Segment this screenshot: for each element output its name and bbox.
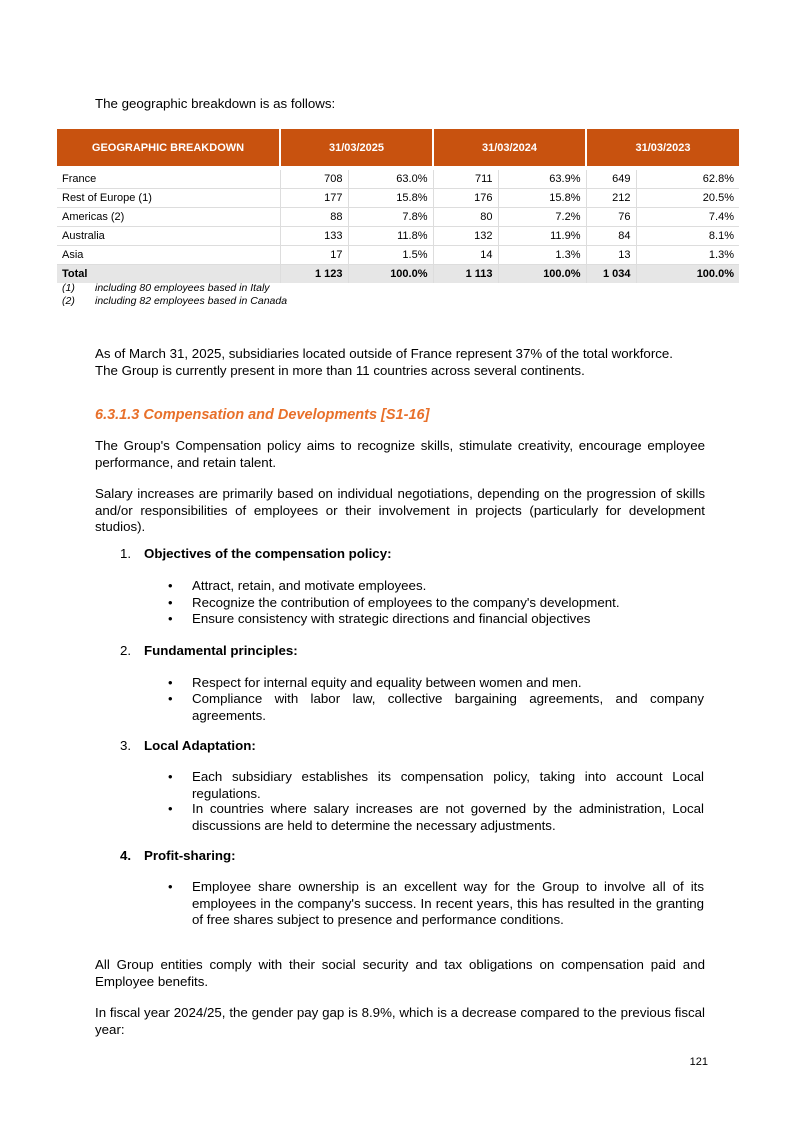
list-title: Local Adaptation: xyxy=(144,738,256,753)
table-row xyxy=(57,170,739,189)
list-number: 1. xyxy=(120,546,132,561)
pct-cell: 7.8% xyxy=(348,208,433,227)
pct-cell: 1.3% xyxy=(636,246,739,265)
total-count-2025: 1 123 xyxy=(280,265,348,284)
bullet-icon: • xyxy=(168,801,173,816)
bullet-icon: • xyxy=(168,691,173,706)
bullet-icon: • xyxy=(168,879,173,894)
footnote-text: including 82 employees based in Canada xyxy=(95,295,288,307)
bullet-icon: • xyxy=(168,675,173,690)
region-cell: Australia xyxy=(57,227,280,246)
bullet-text: Attract, retain, and motivate employees. xyxy=(192,578,427,593)
count-cell: 80 xyxy=(433,208,498,227)
list-item-objectives xyxy=(120,546,392,561)
paragraph-gender-pay-gap: In fiscal year 2024/25, the gender pay gap is 8.9%, which is a decrease compared to the previous fiscal year: xyxy=(95,1005,705,1037)
bullet-text: Compliance with labor law, collective bargaining agreements, and company agreements. xyxy=(192,691,704,723)
count-cell: 212 xyxy=(586,189,636,208)
list-number: 2. xyxy=(120,643,132,658)
paragraph-obligations: All Group entities comply with their social security and tax obligations on compensation paid and Employee benefits. xyxy=(95,957,705,989)
total-pct-2023: 100.0% xyxy=(636,265,739,284)
paragraph-workforce: As of March 31, 2025, subsidiaries located outside of France represent 37% of the total workforce. xyxy=(95,346,673,361)
region-cell: Asia xyxy=(57,246,280,265)
geographic-breakdown-table xyxy=(57,129,739,283)
footnote xyxy=(62,295,287,307)
bullet-icon: • xyxy=(168,611,173,626)
pct-cell: 1.5% xyxy=(348,246,433,265)
pct-cell: 20.5% xyxy=(636,189,739,208)
count-cell: 14 xyxy=(433,246,498,265)
bullet-text: Each subsidiary establishes its compensation policy, taking into account Local regulations. xyxy=(192,769,704,801)
page-number: 121 xyxy=(689,1056,708,1068)
bullet-text: Ensure consistency with strategic directions and financial objectives xyxy=(192,611,591,626)
pct-cell: 15.8% xyxy=(348,189,433,208)
bullet-text: Employee share ownership is an excellent way for the Group to involve all of its employees in the company's success. In recent years, this has resulted in the granting of free shares subject to presence and performance conditions. xyxy=(192,879,704,927)
bullet-text: In countries where salary increases are not governed by the administration, Local discussions are held to determine the necessary adjustments. xyxy=(192,801,704,833)
total-row xyxy=(57,265,739,284)
intro-text: The geographic breakdown is as follows: xyxy=(95,96,336,111)
pct-cell: 7.2% xyxy=(498,208,586,227)
list-title: Fundamental principles: xyxy=(144,643,298,658)
header-2025: 31/03/2025 xyxy=(280,129,433,166)
bullet-icon: • xyxy=(168,769,173,784)
pct-cell: 63.9% xyxy=(498,170,586,189)
count-cell: 177 xyxy=(280,189,348,208)
footnote-number: (1) xyxy=(62,282,75,294)
bullet-text: Respect for internal equity and equality between women and men. xyxy=(192,675,582,690)
list-item-profit-sharing xyxy=(120,848,236,863)
pct-cell: 7.4% xyxy=(636,208,739,227)
footnote-number: (2) xyxy=(62,295,75,307)
region-cell: Americas (2) xyxy=(57,208,280,227)
paragraph-salary: Salary increases are primarily based on individual negotiations, depending on the progression of skills and/or responsibilities of employees or their involvement in projects (particularly for development studios). xyxy=(95,486,705,534)
count-cell: 132 xyxy=(433,227,498,246)
bullet-icon: • xyxy=(168,595,173,610)
count-cell: 17 xyxy=(280,246,348,265)
count-cell: 649 xyxy=(586,170,636,189)
pct-cell: 63.0% xyxy=(348,170,433,189)
list-number: 3. xyxy=(120,738,132,753)
section-heading: 6.3.1.3 Compensation and Developments [S1-16] xyxy=(95,407,430,423)
total-count-2023: 1 034 xyxy=(586,265,636,284)
count-cell: 711 xyxy=(433,170,498,189)
paragraph-presence: The Group is currently present in more than 11 countries across several continents. xyxy=(95,363,585,378)
total-label: Total xyxy=(57,265,280,284)
bullet-icon: • xyxy=(168,578,173,593)
bullet-text: Recognize the contribution of employees to the company's development. xyxy=(192,595,620,610)
list-number: 4. xyxy=(120,848,132,863)
header-geographic-breakdown: GEOGRAPHIC BREAKDOWN xyxy=(57,129,280,166)
footnote-text: including 80 employees based in Italy xyxy=(95,282,270,294)
total-count-2024: 1 113 xyxy=(433,265,498,284)
footnote xyxy=(62,282,270,294)
count-cell: 84 xyxy=(586,227,636,246)
list-title: Profit-sharing: xyxy=(144,848,236,863)
pct-cell: 62.8% xyxy=(636,170,739,189)
count-cell: 133 xyxy=(280,227,348,246)
count-cell: 13 xyxy=(586,246,636,265)
total-pct-2025: 100.0% xyxy=(348,265,433,284)
count-cell: 708 xyxy=(280,170,348,189)
list-title: Objectives of the compensation policy: xyxy=(144,546,392,561)
header-2023: 31/03/2023 xyxy=(586,129,739,166)
total-pct-2024: 100.0% xyxy=(498,265,586,284)
header-2024: 31/03/2024 xyxy=(433,129,586,166)
region-cell: Rest of Europe (1) xyxy=(57,189,280,208)
table-row xyxy=(57,189,739,208)
table-row xyxy=(57,208,739,227)
count-cell: 76 xyxy=(586,208,636,227)
count-cell: 176 xyxy=(433,189,498,208)
pct-cell: 11.9% xyxy=(498,227,586,246)
table-row xyxy=(57,227,739,246)
table-row xyxy=(57,246,739,265)
pct-cell: 1.3% xyxy=(498,246,586,265)
pct-cell: 15.8% xyxy=(498,189,586,208)
count-cell: 88 xyxy=(280,208,348,227)
pct-cell: 8.1% xyxy=(636,227,739,246)
paragraph-policy: The Group's Compensation policy aims to recognize skills, stimulate creativity, encourage employee performance, and retain talent. xyxy=(95,438,705,470)
list-item-principles xyxy=(120,643,298,658)
list-item-local-adaptation xyxy=(120,738,256,753)
pct-cell: 11.8% xyxy=(348,227,433,246)
region-cell: France xyxy=(57,170,280,189)
